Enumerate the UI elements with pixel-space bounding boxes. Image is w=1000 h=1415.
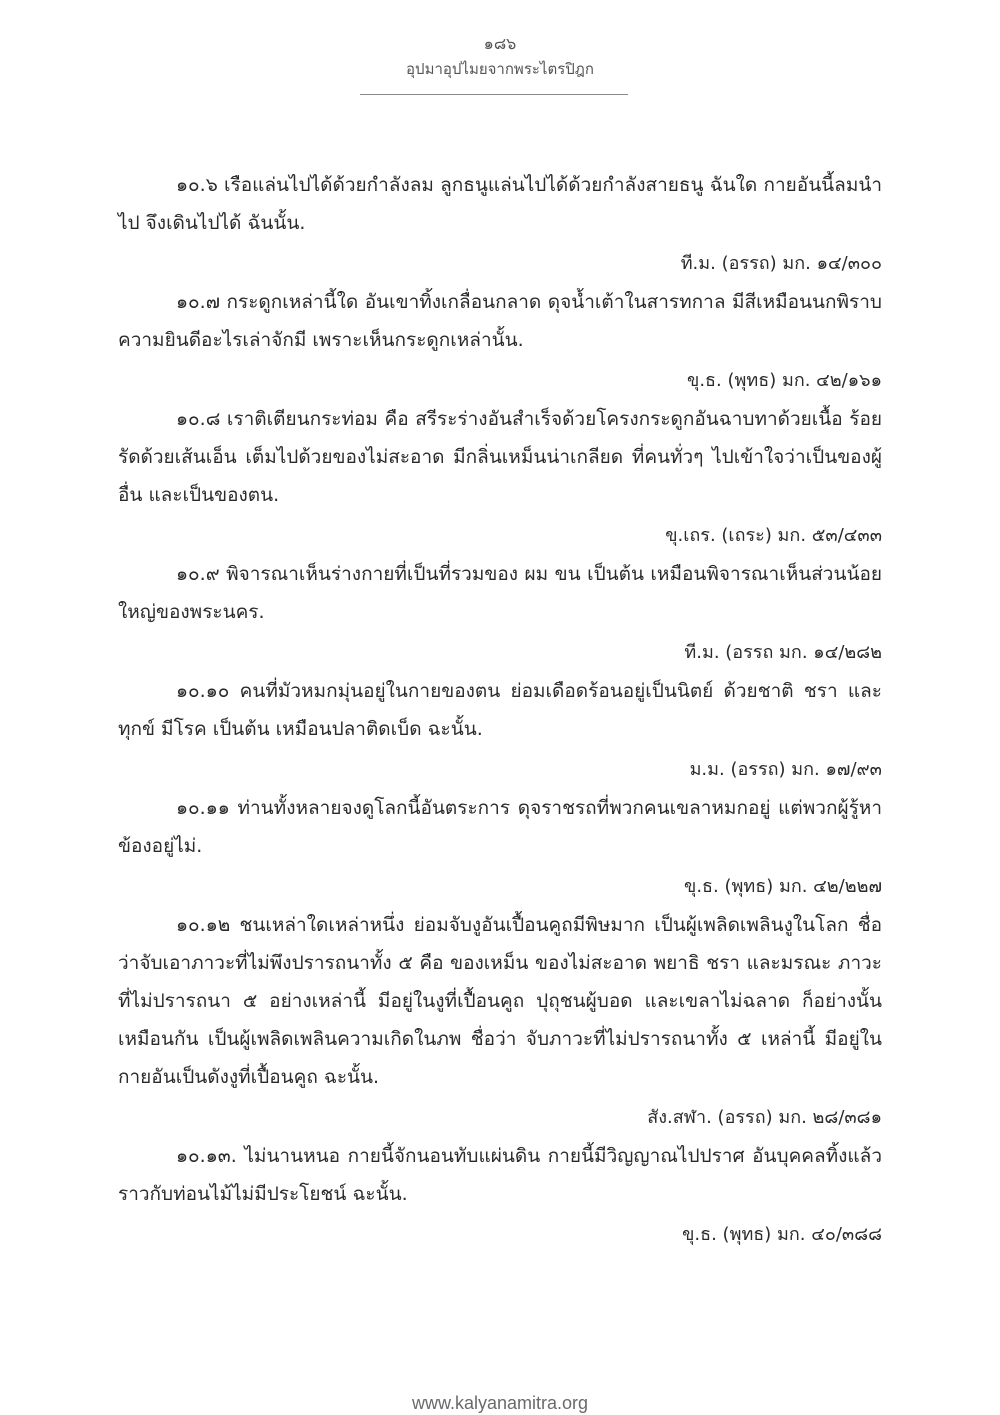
entry-text: ๑๐.๖ เรือแล่นไปได้ด้วยกำลังลม ลูกธนูแล่นไปได้ด้วยกำลังสายธนู ฉันใด กายอันนี้ลมนำไป จึงเดินไปได้ ฉันนั้น. — [118, 174, 882, 234]
entry-10-11 — [118, 789, 882, 906]
entry-text: ๑๐.๘ เราติเตียนกระท่อม คือ สรีระร่างอันสำเร็จด้วยโครงกระดูกอันฉาบทาด้วยเนื้อ ร้อยรัดด้วยเส้นเอ็น เต็มไปด้วยของไม่สะอาด มีกลิ่นเหม็นน่าเกลียด ที่คนทั่วๆ ไปเข้าใจว่าเป็นของผู้อื่น และเป็นของตน. — [118, 408, 882, 506]
website-footer: www.kalyanamitra.org — [411, 1393, 589, 1413]
entry-10-8 — [118, 400, 882, 555]
entry-reference: ที.ม. (อรรถ มก. ๑๔/๒๘๒ — [684, 642, 882, 663]
page-number: ๑๘๖ — [483, 34, 517, 53]
entry-text: ๑๐.๑๐ คนที่มัวหมกมุ่นอยู่ในกายของตน ย่อมเดือดร้อนอยู่เป็นนิตย์ ด้วยชาติ ชรา และทุกข์ มีโรค เป็นต้น เหมือนปลาติดเบ็ด ฉะนั้น. — [118, 680, 882, 740]
entry-text: ๑๐.๗ กระดูกเหล่านี้ใด อันเขาทิ้งเกลื่อนกลาด ดุจน้ำเต้าในสารทกาล มีสีเหมือนนกพิราบ ความยินดีอะไรเล่าจักมี เพราะเห็นกระดูกเหล่านั้น. — [118, 291, 882, 351]
entry-10-10 — [118, 672, 882, 789]
entry-text: ๑๐.๑๒ ชนเหล่าใดเหล่าหนึ่ง ย่อมจับงูอันเปื้อนคูถมีพิษมาก เป็นผู้เพลิดเพลินงูในโลก ชื่อว่าจับเอาภาวะที่ไม่พึงปรารถนาทั้ง ๕ คือ ของเหม็น ของไม่สะอาด พยาธิ ชรา และมรณะ ภาวะที่ไม่ปรารถนา ๕ อย่างเหล่านี้ มีอยู่ในงูที่เปื้อนคูถ ปุถุชนผู้บอด และเขลาไม่ฉลาด ก็อย่างนั้นเหมือนกัน เป็นผู้เพลิดเพลินความเกิดในภพ ชื่อว่า จับภาวะที่ไม่ปรารถนาทั้ง ๕ เหล่านี้ มีอยู่ในกายอันเป็นดังงูที่เปื้อนคูถ ฉะนั้น. — [118, 914, 882, 1088]
entry-reference: ขุ.ธ. (พุทธ) มก. ๔๒/๑๖๑ — [687, 370, 882, 391]
entry-text: ๑๐.๙ พิจารณาเห็นร่างกายที่เป็นที่รวมของ ผม ขน เป็นต้น เหมือนพิจารณาเห็นส่วนน้อยใหญ่ของพระนคร. — [118, 563, 882, 623]
entry-10-9 — [118, 555, 882, 672]
entry-reference: ขุ.ธ. (พุทธ) มก. ๔๒/๒๒๗ — [684, 876, 882, 897]
entry-reference: สัง.สฬา. (อรรถ) มก. ๒๘/๓๘๑ — [647, 1107, 882, 1128]
entry-text: ๑๐.๑๑ ท่านทั้งหลายจงดูโลกนี้อันตระการ ดุจราชรถที่พวกคนเขลาหมกอยู่ แต่พวกผู้รู้หาข้องอยู่ไม่. — [118, 797, 882, 857]
entry-text: ๑๐.๑๓. ไม่นานหนอ กายนี้จักนอนทับแผ่นดิน กายนี้มีวิญญาณไปปราศ อันบุคคลทิ้งแล้ว ราวกับท่อนไม้ไม่มีประโยชน์ ฉะนั้น. — [118, 1145, 882, 1205]
entry-10-7 — [118, 283, 882, 400]
page-header — [0, 34, 1000, 80]
entry-reference: ขุ.เถร. (เถระ) มก. ๕๓/๔๓๓ — [665, 525, 882, 546]
header-divider — [360, 94, 628, 95]
entry-reference: ที.ม. (อรรถ) มก. ๑๔/๓๐๐ — [680, 253, 882, 274]
entry-reference: ขุ.ธ. (พุทธ) มก. ๔๐/๓๘๘ — [682, 1224, 882, 1245]
entry-10-13 — [118, 1137, 882, 1254]
page-body — [118, 166, 882, 1254]
entry-10-6 — [118, 166, 882, 283]
entry-reference: ม.ม. (อรรถ) มก. ๑๗/๙๓ — [689, 759, 882, 780]
book-title: อุปมาอุปไมยจากพระไตรปิฎก — [406, 60, 594, 78]
entry-10-12 — [118, 906, 882, 1137]
